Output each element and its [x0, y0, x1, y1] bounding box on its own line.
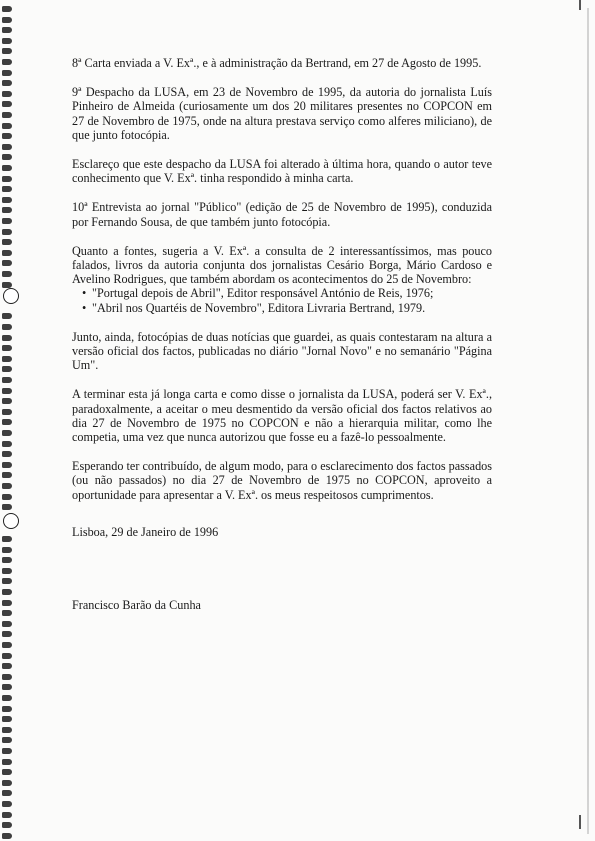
- binder-hole: [2, 578, 12, 584]
- binder-hole: [2, 324, 12, 330]
- staple-mark-top: [579, 0, 581, 10]
- binder-hole: [2, 335, 12, 341]
- date-line: Lisboa, 29 de Janeiro de 1996: [72, 525, 219, 539]
- binder-hole: [2, 589, 12, 595]
- binder-hole: [2, 59, 12, 65]
- binder-hole: [2, 631, 12, 637]
- binder-hole: [2, 80, 12, 86]
- book-title: "Portugal depois de Abril", Editor responsável António de Reis, 1976;: [92, 286, 434, 301]
- binder-hole: [2, 207, 12, 213]
- binder-hole: [2, 17, 12, 23]
- binder-ring-hole: [3, 513, 19, 529]
- binder-hole: [2, 345, 12, 351]
- binder-hole: [2, 6, 12, 12]
- binder-hole: [2, 218, 12, 224]
- paragraph-item-9: 9ª Despacho da LUSA, em 23 de Novembro de 1995, da autoria do jornalista Luís Pinheiro de Almeida (curiosamente um dos 20 militares presentes no COPCON em 27 de Novembro de 1975, onde na altura prestava serviço como alferes miliciano), de que junto fotocópia.: [72, 85, 492, 142]
- binder-hole: [2, 727, 12, 733]
- binder-hole: [2, 123, 12, 129]
- binder-hole: [2, 356, 12, 362]
- binder-hole: [2, 229, 12, 235]
- staple-mark-bottom: [579, 815, 581, 829]
- binder-hole: [2, 154, 12, 160]
- binder-hole: [2, 112, 12, 118]
- page-edge-shadow: [587, 8, 589, 834]
- binder-hole: [2, 610, 12, 616]
- binder-hole: [2, 260, 12, 266]
- binder-hole: [2, 91, 12, 97]
- binder-hole: [2, 38, 12, 44]
- binder-hole: [2, 398, 12, 404]
- binder-hole: [2, 653, 12, 659]
- binder-hole: [2, 197, 12, 203]
- binder-hole: [2, 674, 12, 680]
- binder-hole: [2, 313, 12, 319]
- binder-hole: [2, 144, 12, 150]
- bullet-icon: •: [82, 300, 87, 315]
- binder-hole: [2, 366, 12, 372]
- binder-hole: [2, 642, 12, 648]
- binder-hole: [2, 27, 12, 33]
- paragraph-clarification: Esclareço que este despacho da LUSA foi alterado à última hora, quando o autor teve conhecimento que V. Exª. tinha respondido à minha carta.: [72, 157, 492, 186]
- binder-hole: [2, 833, 12, 839]
- binder-hole: [2, 547, 12, 553]
- binder-hole: [2, 504, 12, 510]
- binder-hole: [2, 695, 12, 701]
- binder-hole: [2, 186, 12, 192]
- binder-hole: [2, 663, 12, 669]
- binder-hole: [2, 822, 12, 828]
- binder-hole: [2, 621, 12, 627]
- paragraph-sources: Quanto a fontes, sugeria a V. Exª. a consulta de 2 interessantíssimos, mas pouco falados, livros da autoria conjunta dos jornalistas Cesário Borga, Mário Cardoso e Avelino Rodrigues, que também abordam os acontecimentos do 25 de Novembro:: [72, 243, 492, 287]
- binder-holes: [0, 0, 22, 841]
- paragraph-item-10: 10ª Entrevista ao jornal "Público" (edição de 25 de Novembro de 1995), conduzida por Fernando Sousa, de que também junto fotocópia.: [72, 200, 492, 229]
- binder-hole: [2, 409, 12, 415]
- binder-hole: [2, 483, 12, 489]
- binder-hole: [2, 271, 12, 277]
- binder-hole: [2, 557, 12, 563]
- binder-ring-hole: [3, 288, 19, 304]
- binder-hole: [2, 812, 12, 818]
- binder-hole: [2, 759, 12, 765]
- binder-hole: [2, 494, 12, 500]
- binder-hole: [2, 451, 12, 457]
- binder-hole: [2, 430, 12, 436]
- binder-hole: [2, 780, 12, 786]
- binder-hole: [2, 250, 12, 256]
- bullet-icon: •: [82, 286, 87, 301]
- binder-hole: [2, 568, 12, 574]
- binder-hole: [2, 801, 12, 807]
- binder-hole: [2, 377, 12, 383]
- binder-hole: [2, 600, 12, 606]
- binder-hole: [2, 684, 12, 690]
- binder-hole: [2, 472, 12, 478]
- book-list-item: [82, 301, 492, 315]
- binder-hole: [2, 70, 12, 76]
- signature-name: Francisco Barão da Cunha: [72, 598, 201, 612]
- binder-hole: [2, 239, 12, 245]
- letter-body: [72, 56, 492, 517]
- binder-hole: [2, 462, 12, 468]
- binder-hole: [2, 716, 12, 722]
- binder-hole: [2, 706, 12, 712]
- book-list-item: [82, 286, 492, 300]
- binder-hole: [2, 48, 12, 54]
- binder-hole: [2, 101, 12, 107]
- binder-hole: [2, 790, 12, 796]
- binder-hole: [2, 165, 12, 171]
- paragraph-closing-2: Esperando ter contribuído, de algum modo, para o esclarecimento dos factos passados (ou não passados) no dia 27 de Novembro de 1975 no COPCON, aproveito a oportunidade para apresentar a V. Exª. os meus respeitosos cumprimentos.: [72, 459, 492, 502]
- paragraph-closing-1: A terminar esta já longa carta e como disse o jornalista da LUSA, poderá ser V. Exª., paradoxalmente, a aceitar o meu desmentido da versão oficial dos factos relativos ao dia 27 de Novembro de 1975 no COPCON e não a hierarquia militar, como lhe competia, uma vez que nunca autorizou que fosse eu a fazê-lo pessoalmente.: [72, 387, 492, 445]
- binder-hole: [2, 748, 12, 754]
- binder-hole: [2, 133, 12, 139]
- paragraph-attachments: Junto, ainda, fotocópias de duas notícias que guardei, as quais contestaram na altura a versão oficial dos factos, publicadas no diário "Jornal Novo" e no semanário "Página Um".: [72, 329, 492, 373]
- binder-hole: [2, 769, 12, 775]
- binder-hole: [2, 536, 12, 542]
- book-title: "Abril nos Quartéis de Novembro", Editora Livraria Bertrand, 1979.: [92, 300, 426, 315]
- paragraph-item-8: 8ª Carta enviada a V. Exª., e à administração da Bertrand, em 27 de Agosto de 1995.: [72, 56, 482, 70]
- binder-hole: [2, 441, 12, 447]
- binder-hole: [2, 388, 12, 394]
- book-list: [72, 286, 492, 314]
- binder-hole: [2, 419, 12, 425]
- binder-hole: [2, 737, 12, 743]
- binder-hole: [2, 176, 12, 182]
